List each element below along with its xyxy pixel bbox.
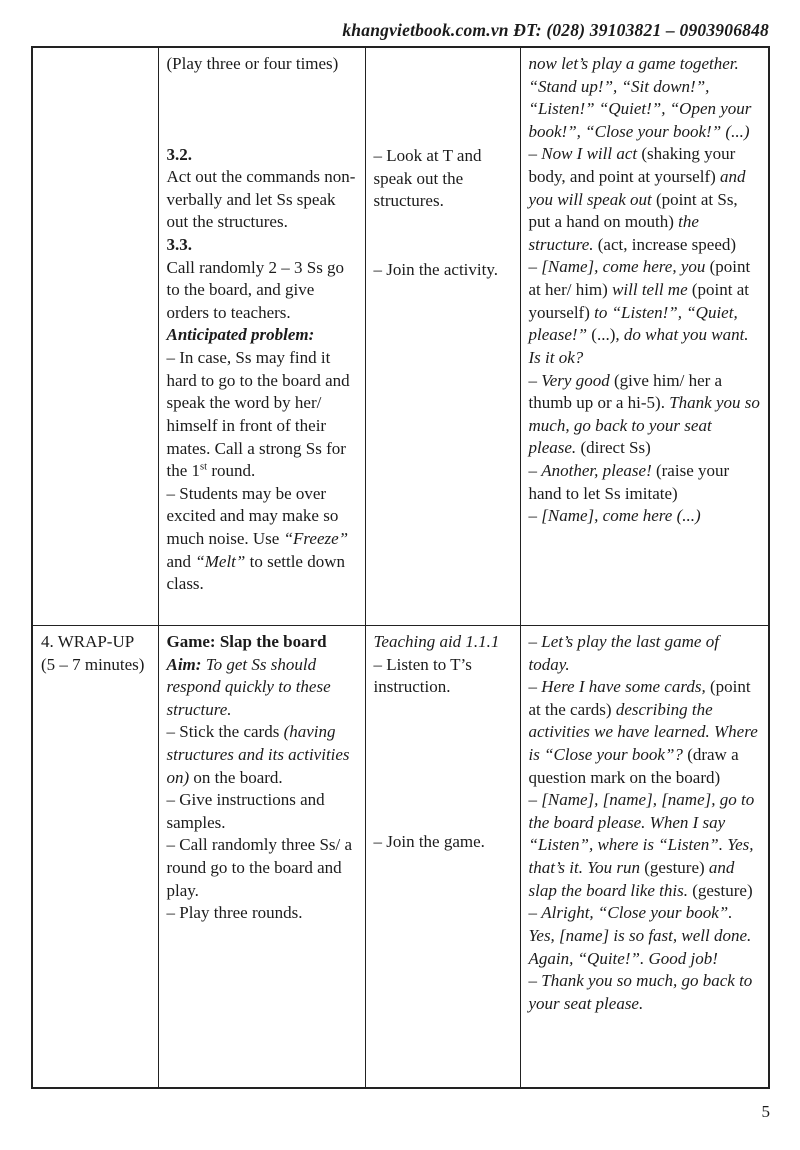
text-run: Alright, “Close your book”. Yes, [name] is so fast, well done. Again, “Quite!”. Good job!: [528, 903, 752, 968]
text-run: – Play three rounds.: [166, 903, 303, 923]
cell-stage: [32, 47, 158, 626]
paragraph: [529, 53, 761, 143]
paragraph: [167, 53, 357, 76]
text-run: (direct Ss): [580, 438, 651, 458]
paragraph: [41, 631, 150, 654]
text-run: Teaching aid 1.1.1: [373, 632, 500, 651]
paragraph: [167, 234, 357, 257]
text-run: Now I will act: [541, 144, 642, 164]
text-run: (gesture): [644, 858, 709, 878]
paragraph: [374, 831, 512, 854]
text-run: , do what you want. Is it ok?: [528, 325, 749, 367]
text-run: (act, increase speed): [597, 234, 737, 254]
text-run: – Call randomly three Ss/ a round go to the board and play.: [166, 835, 353, 900]
text-run: Act out the commands non-verbally and let Ss speak out the structures.: [166, 167, 356, 232]
text-run: –: [528, 144, 542, 164]
text-run: –: [528, 971, 542, 991]
text-run: Game: Slap the board: [166, 632, 327, 651]
cell-classroom-language: [520, 626, 769, 1089]
text-run: Very good: [541, 370, 614, 390]
text-run: Anticipated problem:: [166, 325, 315, 345]
text-run: (having structures and its activities on): [166, 722, 350, 787]
text-run: – In case, Ss may find it hard to go to the board and speak the word by her/ himself in front of their mates. Call a strong Ss for the 1: [166, 348, 350, 481]
paragraph: [167, 631, 357, 654]
text-run: Aim:: [166, 654, 206, 674]
paragraph: [374, 654, 512, 699]
text-run: st: [200, 461, 208, 473]
text-run: –: [528, 460, 542, 480]
paragraph: [374, 631, 512, 654]
text-run: 3.3.: [166, 235, 192, 255]
paragraph: [167, 144, 357, 167]
paragraph: [167, 166, 357, 234]
paragraph: [529, 631, 761, 676]
text-run: on the board.: [189, 767, 283, 787]
text-run: (5 – 7 minutes): [41, 654, 145, 674]
paragraph: [167, 324, 357, 347]
paragraph: [167, 483, 357, 596]
text-run: [Name], [name], [name], go to the board please. When I say “Listen”, where is “Listen”. Yes, that’s it. You run: [528, 790, 755, 878]
text-run: Let’s play the last game of today.: [528, 632, 719, 674]
paragraph: [167, 257, 357, 325]
text-run: and: [166, 551, 196, 571]
paragraph: [167, 789, 357, 834]
text-run: –: [528, 632, 542, 651]
text-run: Another, please!: [541, 460, 656, 480]
paragraph: [41, 654, 150, 677]
text-run: (give him/ her a thumb up or a hi-5).: [528, 370, 723, 413]
paragraph: [529, 970, 761, 1015]
page-header: khangvietbook.com.vn ĐT: (028) 39103821 – 0903906848: [342, 20, 769, 40]
paragraph: [167, 902, 357, 925]
text-run: [Name], come here (...): [541, 506, 701, 526]
text-run: – Give instructions and samples.: [166, 790, 325, 832]
paragraph: [529, 902, 761, 970]
text-run: “Melt”: [195, 551, 246, 571]
cell-teacher-activities: [158, 626, 365, 1089]
text-run: (shaking your body, and point at yourself): [528, 144, 736, 187]
text-run: – Join the game.: [373, 831, 485, 851]
text-run: (Play three or four times): [166, 54, 339, 73]
page-number: 5: [761, 1102, 770, 1121]
text-run: will tell me: [612, 280, 692, 300]
text-run: 3.2.: [166, 144, 192, 164]
text-run: (point at yourself): [528, 280, 749, 322]
paragraph: [529, 505, 761, 528]
text-run: – Stick the cards: [166, 722, 284, 742]
cell-student-activities: [365, 47, 520, 626]
cell-teacher-activities: [158, 47, 365, 626]
table-row: [32, 47, 769, 626]
text-run: round.: [207, 461, 256, 481]
paragraph: [529, 143, 761, 256]
paragraph: [529, 256, 761, 369]
cell-classroom-language: [520, 47, 769, 626]
table-row: [32, 626, 769, 1089]
paragraph: [167, 654, 357, 722]
cell-student-activities: [365, 626, 520, 1089]
text-run: Thank you so much, go back to your seat please.: [528, 393, 760, 458]
text-run: (point at the cards): [528, 677, 751, 719]
paragraph: [529, 460, 761, 505]
lesson-plan-table: [31, 46, 770, 1089]
text-run: to settle down class.: [166, 551, 345, 594]
text-run: Thank you so much, go back to your seat please.: [528, 971, 753, 1013]
text-run: and slap the board like this.: [528, 858, 735, 900]
paragraph: [167, 347, 357, 483]
text-run: Call randomly 2 – 3 Ss go to the board, and give orders to teachers.: [166, 257, 345, 322]
text-run: –: [528, 370, 542, 390]
paragraph: [529, 789, 761, 902]
text-run: (draw a question mark on the board): [528, 745, 739, 787]
text-run: (point at Ss, put a hand on mouth): [528, 189, 738, 232]
text-run: [Name], come here, you: [541, 257, 710, 277]
text-run: 4. WRAP-UP: [41, 632, 135, 651]
text-run: Here I have some cards,: [541, 677, 710, 697]
text-run: and you will speak out: [528, 167, 746, 209]
text-run: –: [528, 506, 542, 526]
text-run: to “Listen!”, “Quiet, please!”: [528, 302, 738, 345]
text-run: (point at her/ him): [528, 257, 751, 300]
text-run: “Freeze”: [283, 528, 349, 548]
text-run: To get Ss should respond quickly to these structure.: [166, 654, 331, 719]
text-run: – Join the activity.: [373, 259, 498, 279]
paragraph: [529, 676, 761, 789]
text-run: (raise your hand to let Ss imitate): [528, 460, 730, 503]
text-run: (...): [591, 325, 616, 345]
paragraph: [529, 370, 761, 460]
text-run: –: [528, 903, 542, 923]
text-run: (gesture): [692, 880, 753, 900]
paragraph: [374, 145, 512, 213]
text-run: –: [528, 790, 542, 810]
cell-stage: [32, 626, 158, 1089]
text-run: –: [528, 677, 542, 697]
paragraph: [167, 721, 357, 789]
paragraph: [374, 259, 512, 282]
text-run: describing the activities we have learned. Where is “Close your book”?: [528, 699, 758, 765]
paragraph: [167, 834, 357, 902]
text-run: the structure.: [528, 212, 699, 254]
text-run: – Look at T and speak out the structures.: [373, 146, 482, 211]
text-run: –: [528, 257, 542, 277]
text-run: – Students may be over excited and may make so much noise. Use: [166, 483, 339, 548]
text-run: – Listen to T’s instruction.: [373, 654, 472, 697]
text-run: now let’s play a game together. “Stand up!”, “Sit down!”, “Listen!” “Quiet!”, “Open your book!”, “Close your book!” (...): [528, 54, 752, 141]
